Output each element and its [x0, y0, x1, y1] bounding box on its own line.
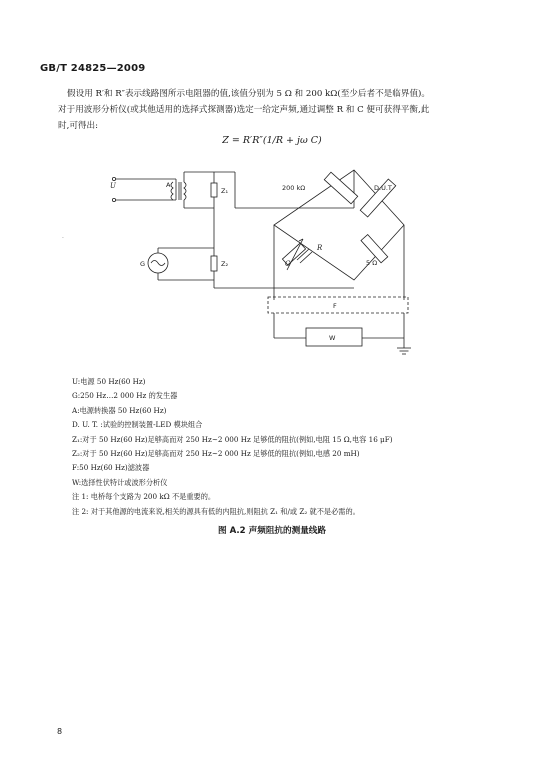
standard-number-header: GB/T 24825—2009	[40, 63, 146, 74]
label-z2: Z₂	[221, 260, 229, 268]
label-5ohm: 5 Ω	[366, 259, 378, 267]
legend-item-u: U:电源 50 Hz(60 Hz)	[72, 377, 146, 386]
note-2: 注 2: 对于其他源的电流来说,相关的源具有低的内阻抗,则阻抗 Z₁ 和/或 Z₂ 就不是必需的。	[72, 506, 360, 516]
circuit-diagram	[100, 160, 420, 360]
legend-item-z2: Z₂:对于 50 Hz(60 Hz)足够高而对 250 Hz~2 000 Hz 足够低的阻抗(例如,电感 20 mH)	[72, 449, 360, 459]
note-1: 注 1: 电桥每个支路为 200 kΩ 不是重要的。	[72, 492, 216, 502]
transformer-primary-coil	[171, 182, 173, 200]
scan-speck: ·	[62, 235, 64, 242]
capacitor-plate-2	[300, 252, 312, 263]
z1-resistor	[211, 183, 217, 197]
label-a: A	[166, 181, 171, 189]
page-number: 8	[57, 727, 63, 736]
terminal-top	[112, 177, 115, 180]
label-u: U	[110, 182, 116, 190]
dut-resistor-200k	[324, 172, 357, 204]
legend-item-z1: Z₁:对于 50 Hz(60 Hz)足够高而对 250 Hz~2 000 Hz 足够低的阻抗(例如,电阻 15 Ω,电容 16 μF)	[72, 434, 393, 444]
legend-item-dut: D. U. T. :试验的控制装置-LED 模块组合	[72, 420, 203, 430]
label-w: W	[329, 334, 336, 342]
paragraph-line-2: 对于用波形分析仪(或其他适用的选择式探测器)选定一给定声频,通过调整 R 和 C 便可获得平衡,此	[58, 105, 430, 115]
filter-box	[268, 297, 408, 313]
terminal-bottom	[112, 198, 115, 201]
label-z1: Z₁	[221, 187, 229, 195]
z2-inductor	[211, 256, 217, 271]
sine-wave-icon	[151, 261, 165, 266]
legend-item-f: F:50 Hz(60 Hz)滤波器	[72, 463, 150, 473]
figure-caption: 图 A.2 声频阻抗的测量线路	[218, 526, 326, 536]
legend-item-a: A:电源转换器 50 Hz(60 Hz)	[72, 405, 167, 415]
paragraph-line-3: 时,可得出:	[58, 121, 99, 131]
label-200k: 200 kΩ	[282, 184, 306, 192]
label-c: C	[285, 260, 291, 268]
legend-item-g: G:250 Hz…2 000 Hz 的发生器	[72, 391, 178, 401]
label-r: R	[317, 244, 323, 252]
impedance-formula: Z = R′R″(1/R + jω C)	[222, 135, 322, 146]
figure-legend	[72, 375, 512, 519]
legend-item-w: W:选择性伏特计或波形分析仪	[72, 477, 168, 487]
label-f: F	[333, 302, 337, 310]
label-g: G	[140, 260, 146, 268]
transformer-secondary-coil	[184, 182, 186, 200]
label-dut: D.U.T	[374, 184, 392, 192]
body-paragraph	[58, 86, 508, 134]
paragraph-line-1: 假设用 R′和 R″表示线路图所示电阻器的值,该值分别为 5 Ω 和 200 kΩ(至少后者不是临界值)。	[67, 89, 430, 99]
